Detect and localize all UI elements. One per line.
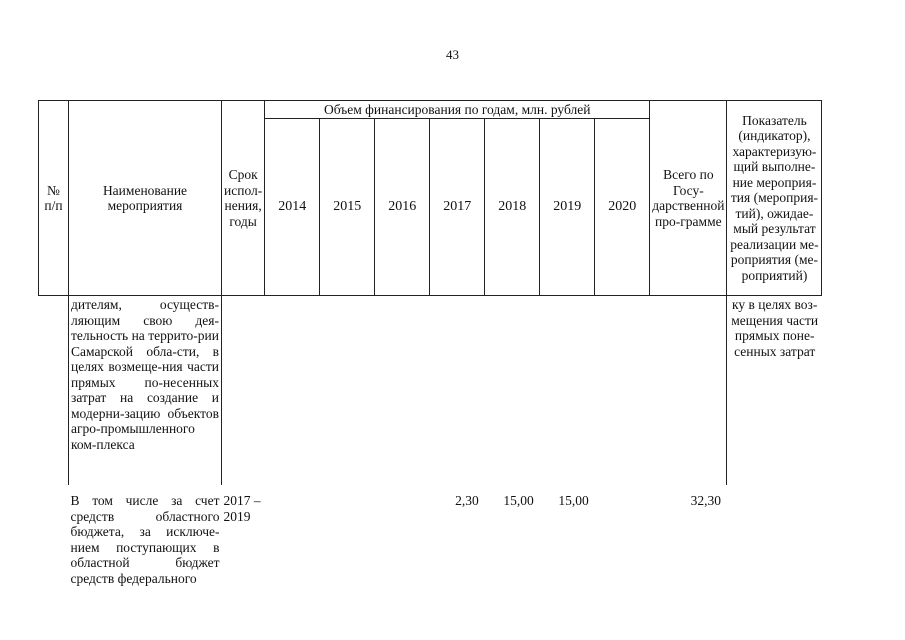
cell-2016 <box>375 296 430 486</box>
header-year-2020: 2020 <box>595 119 650 296</box>
cell-term: 2017 – 2019 <box>223 493 261 524</box>
cell-2018: 15,00 <box>503 493 534 508</box>
cell-2014 <box>265 296 320 486</box>
header-year-2018: 2018 <box>485 119 540 296</box>
cell-2015 <box>320 485 375 593</box>
header-indicator: Показатель (индикатор), характеризую-щий выполне-ние мероприя-тия (мероприя-тий), ожидае-мый результат реализации ме-роприятия (ме-роприятий) <box>727 101 822 296</box>
cell-2015 <box>320 296 375 486</box>
cell-name: дителям, осуществ-ляющим свою дея-тельность на террито-рии Самарской обла-сти, в целях возмеще-ния части прямых по-несенных затрат на создание и модерни-зацию объектов агро-промышленного ком-плекса <box>69 296 222 486</box>
funding-table <box>38 100 822 593</box>
funding-table-wrapper <box>38 100 822 593</box>
cell-2014 <box>265 485 320 593</box>
cell-2019: 15,00 <box>558 493 589 508</box>
header-year-2014: 2014 <box>265 119 320 296</box>
header-no: № п/п <box>39 101 69 296</box>
cell-total: 32,30 <box>690 493 721 508</box>
cell-2020 <box>595 296 650 486</box>
header-total: Всего по Госу-дарственной про-грамме <box>650 101 727 296</box>
cell-2019 <box>540 296 595 486</box>
header-year-2016: 2016 <box>375 119 430 296</box>
table-row <box>39 296 822 486</box>
header-funding-group: Объем финансирования по годам, млн. рублей <box>265 101 650 119</box>
cell-term <box>222 296 265 486</box>
cell-2018 <box>485 296 540 486</box>
cell-2016 <box>375 485 430 593</box>
cell-no <box>39 485 69 593</box>
cell-2017: 2,30 <box>455 493 479 508</box>
cell-indicator <box>727 485 822 593</box>
cell-no <box>39 296 69 486</box>
header-year-2019: 2019 <box>540 119 595 296</box>
cell-name: В том числе за счет средств областного бюджета, за исключе-нием поступающих в областной бюджет средств федерального <box>70 493 220 586</box>
cell-2020 <box>595 485 650 593</box>
header-year-2015: 2015 <box>320 119 375 296</box>
cell-indicator: ку в целях воз-мещения части прямых поне-сенных затрат <box>727 296 822 486</box>
cell-2017 <box>430 296 485 486</box>
header-term: Срок испол-нения, годы <box>222 101 265 296</box>
table-row <box>39 485 822 593</box>
header-name: Наименование мероприятия <box>69 101 222 296</box>
header-year-2017: 2017 <box>430 119 485 296</box>
cell-total <box>650 296 727 486</box>
page-number: 43 <box>446 47 459 62</box>
